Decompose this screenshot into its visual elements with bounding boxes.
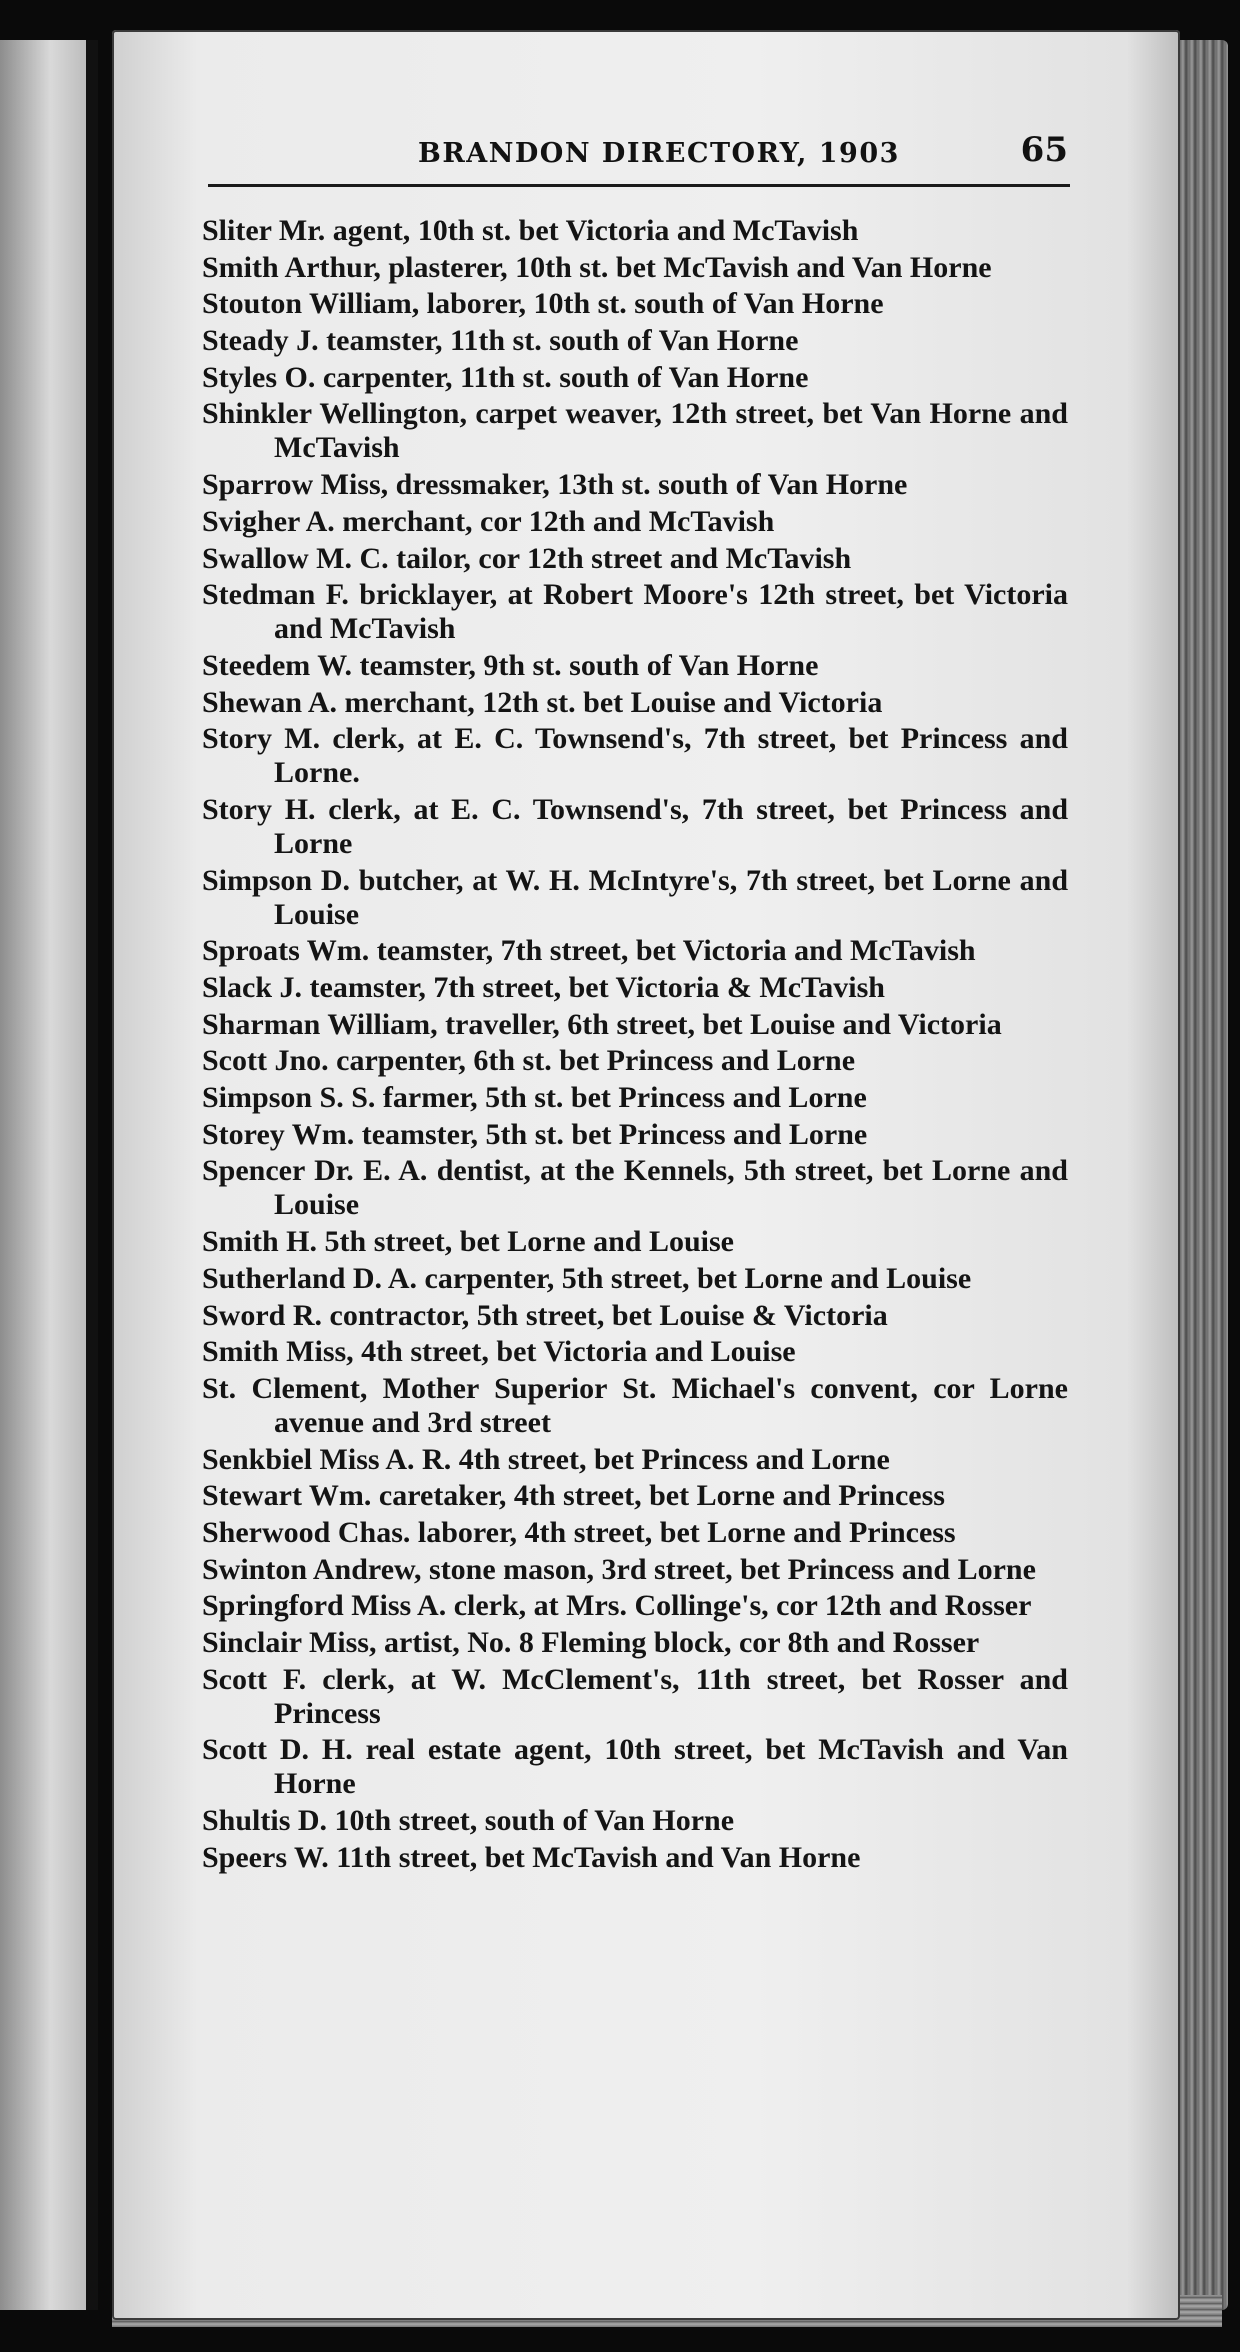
directory-entry: Sword R. contractor, 5th street, bet Louise & Victoria	[202, 1298, 888, 1332]
directory-entry: Sparrow Miss, dressmaker, 13th st. south of Van Horne	[202, 468, 908, 502]
page-number: 65	[1020, 130, 1068, 170]
directory-entry: Shewan A. merchant, 12th st. bet Louise and Victoria	[202, 685, 883, 719]
directory-entry: Sherwood Chas. laborer, 4th street, bet Lorne and Princess	[202, 1515, 956, 1549]
directory-entry: Spencer Dr. E. A. dentist, at the Kennels, 5th street, bet Lorne and Louise	[202, 1154, 1068, 1222]
book-gutter	[86, 40, 98, 2310]
directory-entry: Steady J. teamster, 11th st. south of Van Horne	[202, 324, 799, 358]
directory-entry: Smith Miss, 4th street, bet Victoria and Louise	[202, 1335, 796, 1369]
directory-entry: Slack J. teamster, 7th street, bet Victoria & McTavish	[202, 971, 885, 1004]
directory-entry: Smith H. 5th street, bet Lorne and Louise	[202, 1225, 734, 1259]
directory-entry: Sinclair Miss, artist, No. 8 Fleming block, cor 8th and Rosser	[202, 1626, 980, 1659]
directory-entry: Stewart Wm. caretaker, 4th street, bet Lorne and Princess	[202, 1479, 945, 1513]
directory-entry: Simpson D. butcher, at W. H. McIntyre's, 7th street, bet Lorne and Louise	[202, 863, 1068, 931]
directory-entry: Stedman F. bricklayer, at Robert Moore's 12th street, bet Victoria and McTavish	[202, 578, 1068, 646]
directory-entries	[202, 214, 1068, 1877]
directory-entry: Springford Miss A. clerk, at Mrs. Collinge's, cor 12th and Rosser	[202, 1589, 1032, 1623]
directory-entry: Senkbiel Miss A. R. 4th street, bet Princess and Lorne	[202, 1442, 890, 1476]
directory-entry: Story H. clerk, at E. C. Townsend's, 7th street, bet Princess and Lorne	[202, 792, 1068, 860]
header-title: BRANDON DIRECTORY, 1903	[418, 138, 900, 169]
directory-entry: Styles O. carpenter, 11th st. south of Van Horne	[202, 360, 809, 394]
directory-entry: Simpson S. S. farmer, 5th st. bet Princess and Lorne	[202, 1081, 867, 1115]
directory-entry: Sharman William, traveller, 6th street, bet Louise and Victoria	[202, 1007, 1002, 1041]
directory-entry: Storey Wm. teamster, 5th st. bet Princess and Lorne	[202, 1117, 868, 1151]
directory-entry: Speers W. 11th street, bet McTavish and Van Horne	[202, 1840, 861, 1874]
directory-entry: St. Clement, Mother Superior St. Michael's convent, cor Lorne avenue and 3rd street	[202, 1371, 1068, 1439]
directory-entry: Svigher A. merchant, cor 12th and McTavish	[202, 504, 775, 538]
directory-entry: Shultis D. 10th street, south of Van Horne	[202, 1804, 735, 1838]
directory-entry: Sproats Wm. teamster, 7th street, bet Victoria and McTavish	[202, 934, 976, 968]
directory-entry: Scott F. clerk, at W. McClement's, 11th street, bet Rosser and Princess	[202, 1662, 1068, 1730]
directory-entry: Smith Arthur, plasterer, 10th st. bet McTavish and Van Horne	[202, 250, 992, 284]
directory-entry: Stouton William, laborer, 10th st. south of Van Horne	[202, 287, 884, 321]
page-stack-right-edge	[1180, 40, 1228, 2310]
directory-entry: Steedem W. teamster, 9th st. south of Van Horne	[202, 648, 819, 682]
directory-entry: Swallow M. C. tailor, cor 12th street and McTavish	[202, 541, 852, 575]
left-page-edge	[0, 40, 92, 2310]
running-header	[208, 130, 1070, 187]
directory-entry: Swinton Andrew, stone mason, 3rd street, bet Princess and Lorne	[202, 1552, 1036, 1586]
directory-entry: Shinkler Wellington, carpet weaver, 12th street, bet Van Horne and McTavish	[202, 397, 1068, 465]
directory-entry: Sutherland D. A. carpenter, 5th street, bet Lorne and Louise	[202, 1261, 972, 1295]
directory-entry: Story M. clerk, at E. C. Townsend's, 7th street, bet Princess and Lorne.	[202, 722, 1068, 790]
directory-entry: Scott D. H. real estate agent, 10th street, bet McTavish and Van Horne	[202, 1733, 1068, 1801]
directory-entry: Sliter Mr. agent, 10th st. bet Victoria and McTavish	[202, 214, 859, 247]
directory-entry: Scott Jno. carpenter, 6th st. bet Princess and Lorne	[202, 1044, 856, 1078]
